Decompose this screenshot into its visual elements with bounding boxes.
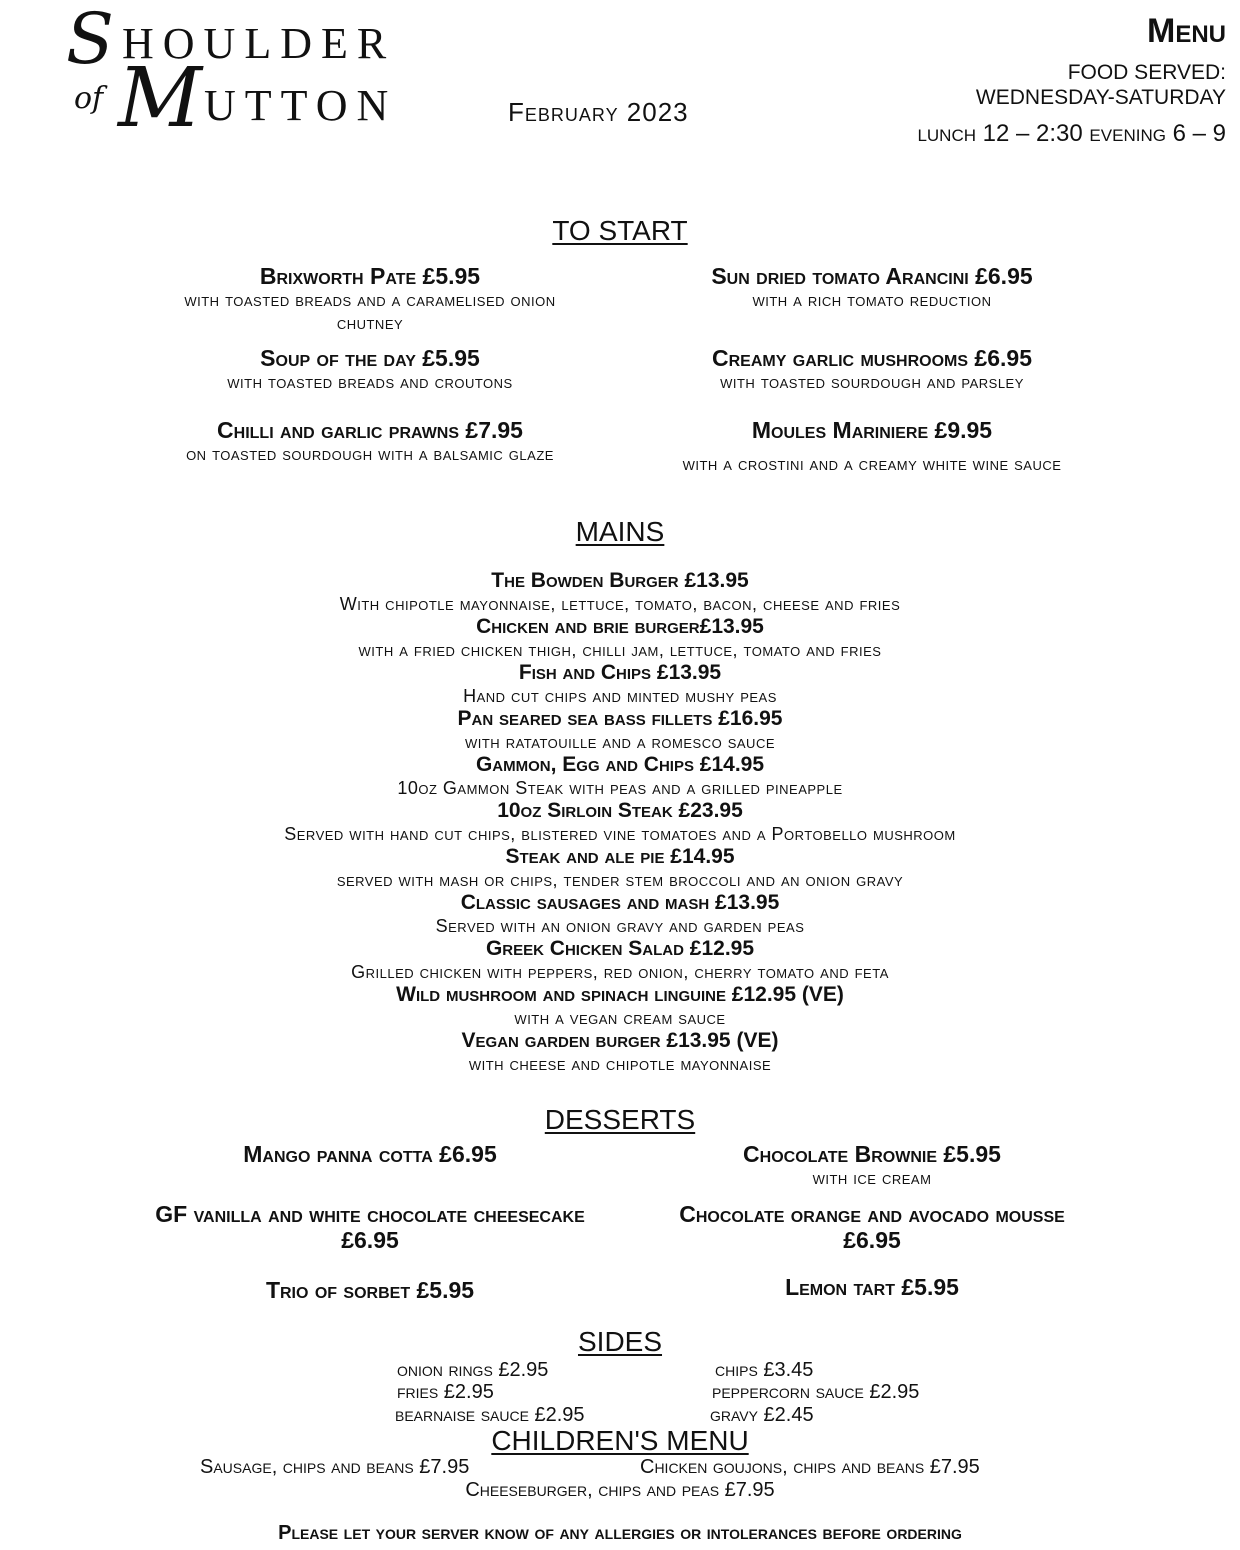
menu-title: Menu bbox=[1147, 12, 1226, 50]
dish-description: served with mash or chips, tender stem broccoli and an onion gravy bbox=[336, 870, 904, 890]
logo-word-of: of bbox=[74, 81, 104, 116]
section-title-starters: TO START bbox=[552, 215, 688, 246]
main-item bbox=[0, 983, 1240, 1029]
served-days: WEDNESDAY-SATURDAY bbox=[975, 86, 1226, 109]
main-item bbox=[0, 661, 1240, 707]
dish-name: Moules Mariniere £9.95 bbox=[751, 417, 993, 443]
dish-name: Wild mushroom and spinach linguine £12.95 (VE) bbox=[396, 983, 844, 1006]
dessert-item bbox=[130, 1277, 610, 1303]
serving-hours: lunch 12 – 2:30 evening 6 – 9 bbox=[917, 120, 1226, 147]
section-title-desserts: DESSERTS bbox=[544, 1104, 696, 1135]
main-item bbox=[0, 707, 1240, 753]
dish-description: on toasted sourdough with a balsamic glaze bbox=[186, 444, 554, 464]
dish-name: Classic sausages and mash £13.95 bbox=[460, 891, 780, 914]
dessert-item bbox=[632, 1141, 1112, 1190]
dish-description: Grilled chicken with peppers, red onion, cherry tomato and feta bbox=[351, 962, 889, 982]
section-title-children: CHILDREN'S MENU bbox=[491, 1425, 749, 1456]
dessert-item bbox=[652, 1201, 1092, 1253]
dish-name: Trio of sorbet £5.95 bbox=[265, 1277, 475, 1303]
dish-name: Chicken and brie burger£13.95 bbox=[476, 615, 764, 638]
dish-name: Gammon, Egg and Chips £14.95 bbox=[475, 753, 765, 776]
main-item bbox=[0, 937, 1240, 983]
starter-item bbox=[632, 263, 1112, 312]
children-item: Cheeseburger, chips and peas £7.95 bbox=[465, 1479, 775, 1501]
starter-item bbox=[632, 345, 1112, 394]
restaurant-logo bbox=[66, 0, 446, 146]
dish-name: Mango panna cotta £6.95 bbox=[243, 1141, 497, 1167]
logo-initial-s: S bbox=[66, 0, 114, 80]
section-title-sides: SIDES bbox=[577, 1326, 663, 1357]
dish-name: Fish and Chips £13.95 bbox=[518, 661, 722, 684]
dish-name: Chilli and garlic prawns £7.95 bbox=[217, 417, 523, 443]
dish-description: Served with hand cut chips, blistered vine tomatoes and a Portobello mushroom bbox=[284, 824, 956, 844]
main-item bbox=[0, 753, 1240, 799]
dish-name: GF vanilla and white chocolate cheesecake £6.95 bbox=[155, 1201, 585, 1253]
main-item bbox=[0, 799, 1240, 845]
served-label: FOOD SERVED: bbox=[1067, 61, 1226, 84]
children-item: Sausage, chips and beans £7.95 bbox=[200, 1456, 470, 1478]
logo-word-shoulder: HOULDER bbox=[122, 19, 396, 68]
side-item: gravy £2.45 bbox=[710, 1404, 814, 1426]
dish-name: Chocolate orange and avocado mousse £6.95 bbox=[679, 1201, 1065, 1253]
dish-name: Vegan garden burger £13.95 (VE) bbox=[461, 1029, 779, 1052]
dish-description: with a vegan cream sauce bbox=[514, 1008, 726, 1028]
allergy-notice: Please let your server know of any allergies or intolerances before ordering bbox=[278, 1522, 962, 1544]
dish-name: The Bowden Burger £13.95 bbox=[491, 569, 749, 592]
dish-description: with ratatouille and a romesco sauce bbox=[464, 732, 776, 752]
side-item: fries £2.95 bbox=[397, 1381, 494, 1403]
dish-name: Pan seared sea bass fillets £16.95 bbox=[457, 707, 783, 730]
dish-description: with toasted breads and croutons bbox=[227, 372, 513, 392]
side-item: chips £3.45 bbox=[715, 1359, 814, 1381]
dish-description: Served with an onion gravy and garden peas bbox=[435, 916, 805, 936]
dish-description: with a fried chicken thigh, chilli jam, lettuce, tomato and fries bbox=[358, 640, 882, 660]
dish-description: 10oz Gammon Steak with peas and a grilled pineapple bbox=[397, 778, 843, 798]
dessert-item bbox=[632, 1274, 1112, 1300]
dish-name: 10oz Sirloin Steak £23.95 bbox=[497, 799, 743, 822]
dish-name: Greek Chicken Salad £12.95 bbox=[485, 937, 755, 960]
dish-description: With chipotle mayonnaise, lettuce, tomato, bacon, cheese and fries bbox=[339, 594, 901, 614]
starter-item bbox=[632, 417, 1112, 476]
dish-description: with cheese and chipotle mayonnaise bbox=[468, 1054, 772, 1074]
menu-date: February 2023 bbox=[508, 97, 689, 127]
dish-description: with a rich tomato reduction bbox=[752, 290, 992, 310]
dish-description: Hand cut chips and minted mushy peas bbox=[463, 686, 777, 706]
side-item: bearnaise sauce £2.95 bbox=[395, 1404, 585, 1426]
starter-item bbox=[130, 345, 610, 394]
starter-item bbox=[130, 417, 610, 466]
dish-name: Soup of the day £5.95 bbox=[260, 345, 480, 371]
dish-description: with toasted breads and a caramelised onion chutney bbox=[184, 290, 556, 333]
children-item: Chicken goujons, chips and beans £7.95 bbox=[640, 1456, 980, 1478]
dish-name: Lemon tart £5.95 bbox=[785, 1274, 959, 1300]
side-item: onion rings £2.95 bbox=[397, 1359, 549, 1381]
food-served-info bbox=[976, 60, 1226, 110]
dish-description: with toasted sourdough and parsley bbox=[720, 372, 1024, 392]
mains-list bbox=[0, 569, 1240, 1075]
dish-name: Creamy garlic mushrooms £6.95 bbox=[711, 345, 1032, 371]
dish-name: Steak and ale pie £14.95 bbox=[505, 845, 735, 868]
main-item bbox=[0, 1029, 1240, 1075]
dish-description: with a crostini and a creamy white wine sauce bbox=[682, 454, 1062, 474]
starter-item bbox=[130, 263, 610, 335]
dish-description: with ice cream bbox=[812, 1168, 932, 1188]
dish-name: Chocolate Brownie £5.95 bbox=[743, 1141, 1001, 1167]
main-item bbox=[0, 615, 1240, 661]
logo-initial-m: M bbox=[118, 51, 202, 146]
main-item bbox=[0, 569, 1240, 615]
dish-name: Sun dried tomato Arancini £6.95 bbox=[711, 263, 1033, 289]
dish-name: Brixworth Pate £5.95 bbox=[259, 263, 481, 289]
main-item bbox=[0, 845, 1240, 891]
dessert-item bbox=[130, 1141, 610, 1167]
section-title-mains: MAINS bbox=[575, 516, 665, 547]
side-item: peppercorn sauce £2.95 bbox=[712, 1381, 920, 1403]
main-item bbox=[0, 891, 1240, 937]
logo-word-mutton: UTTON bbox=[204, 81, 398, 130]
dessert-item bbox=[140, 1201, 600, 1253]
